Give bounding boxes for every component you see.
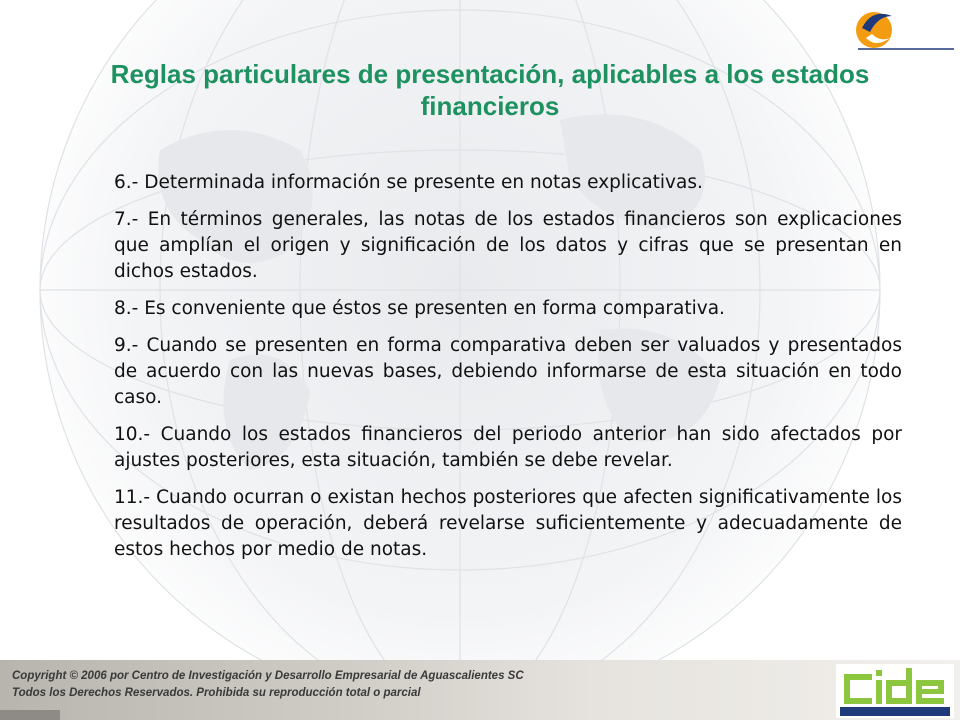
slide-title: Reglas particulares de presentación, aplicables a los estados financieros <box>110 59 870 121</box>
paragraph-10: 10.- Cuando los estados financieros del periodo anterior han sido afectados por ajustes posteriores, esta situación, también se debe revelar. <box>114 424 902 471</box>
paragraph-6: 6.- Determinada información se presente en notas explicativas. <box>114 172 703 193</box>
footer-accent-strip <box>0 710 60 720</box>
footer-bar <box>0 660 960 720</box>
copyright-line: Copyright © 2006 por Centro de Investigación y Desarrollo Empresarial de Aguascalientes SC <box>12 670 524 682</box>
rights-line: Todos los Derechos Reservados. Prohibida su reproducción total o parcial <box>12 687 421 699</box>
paragraph-8: 8.- Es conveniente que éstos se presenten en forma comparativa. <box>114 298 725 319</box>
paragraph-9: 9.- Cuando se presenten en forma comparativa deben ser valuados y presentados de acuerdo con las nuevas bases, debiendo informarse de esta situación en todo caso. <box>114 335 902 408</box>
copyright-notice <box>12 668 712 702</box>
paragraph-11: 11.- Cuando ocurran o existan hechos posteriores que afecten significativamente los resultados de operación, deberá revelarse suficientemente y adecuadamente de estos hechos por medio de notas. <box>114 487 902 560</box>
cide-logo <box>836 664 954 718</box>
slide-body <box>114 170 902 574</box>
paragraph-7: 7.- En términos generales, las notas de los estados financieros son explicaciones que amplían el origen y significación de los datos y cifras que se presentan en dichos estados. <box>114 209 902 282</box>
